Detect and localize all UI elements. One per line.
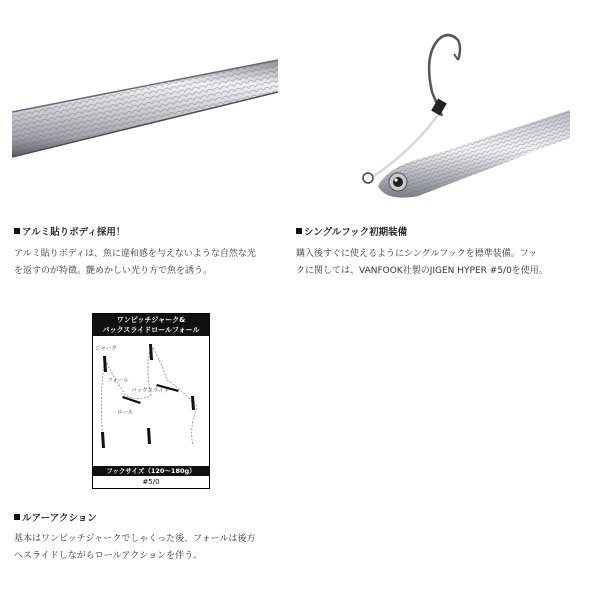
description-line: へスライドしながらロールアクションを伴う。	[14, 551, 203, 561]
bullet-square-icon	[14, 228, 20, 234]
single-hook-heading	[296, 224, 407, 238]
backslide-label: バックスライド	[131, 388, 170, 394]
description-line: 購入後すぐに使えるようにシングルフックを標準装備。フッ	[296, 249, 538, 259]
lure-icon	[147, 428, 151, 444]
lure-action-diagram	[92, 313, 210, 489]
aluminum-body-image	[12, 52, 278, 162]
lure-icon	[101, 432, 105, 448]
diagram-title	[93, 314, 209, 336]
lure-action-description	[14, 531, 255, 565]
diagram-title-line: バックスライドロールフォール	[102, 325, 200, 334]
description-line: アルミ貼りボディは、魚に違和感を与えないような自然な光	[14, 249, 256, 259]
heading-text: ルアーアクション	[22, 513, 97, 524]
lure-icon	[191, 396, 195, 410]
single-hook-description	[296, 246, 548, 280]
bullet-square-icon	[296, 228, 302, 234]
hook-size-value: #5/0	[142, 478, 160, 486]
description-line: 基本はワンピッチジャークでしゃくった後、フォールは後方	[14, 534, 256, 544]
hook-and-lure-drawing	[308, 26, 578, 206]
heading-text: シングルフック初期装備	[304, 227, 408, 238]
description-line: クに関しては、VANFOOK社製のJIGEN HYPER #5/0を使用。	[296, 266, 548, 276]
roll-label: ロール	[117, 410, 134, 416]
description-line: を返すのが特徴。艶めかしい光り方で魚を誘う。	[14, 266, 213, 276]
heading-text: アルミ貼りボディ採用！	[22, 227, 126, 238]
bullet-square-icon	[14, 514, 20, 520]
diagram-title-line: ワンピッチジャーク&	[116, 316, 186, 324]
fall-label: フォール	[107, 378, 129, 384]
lure-action-heading	[14, 510, 97, 524]
single-hook-image	[308, 26, 578, 206]
aluminum-scale-pattern	[12, 52, 278, 162]
aluminum-body-description	[14, 246, 256, 280]
lure-icon	[149, 344, 153, 360]
lure-icon	[122, 396, 141, 404]
hook-size-bar: フックサイズ（120～180g）	[93, 466, 209, 476]
action-path-drawing	[93, 336, 209, 464]
jerk-label: ジャーク	[95, 346, 117, 352]
aluminum-body-heading	[14, 224, 125, 238]
